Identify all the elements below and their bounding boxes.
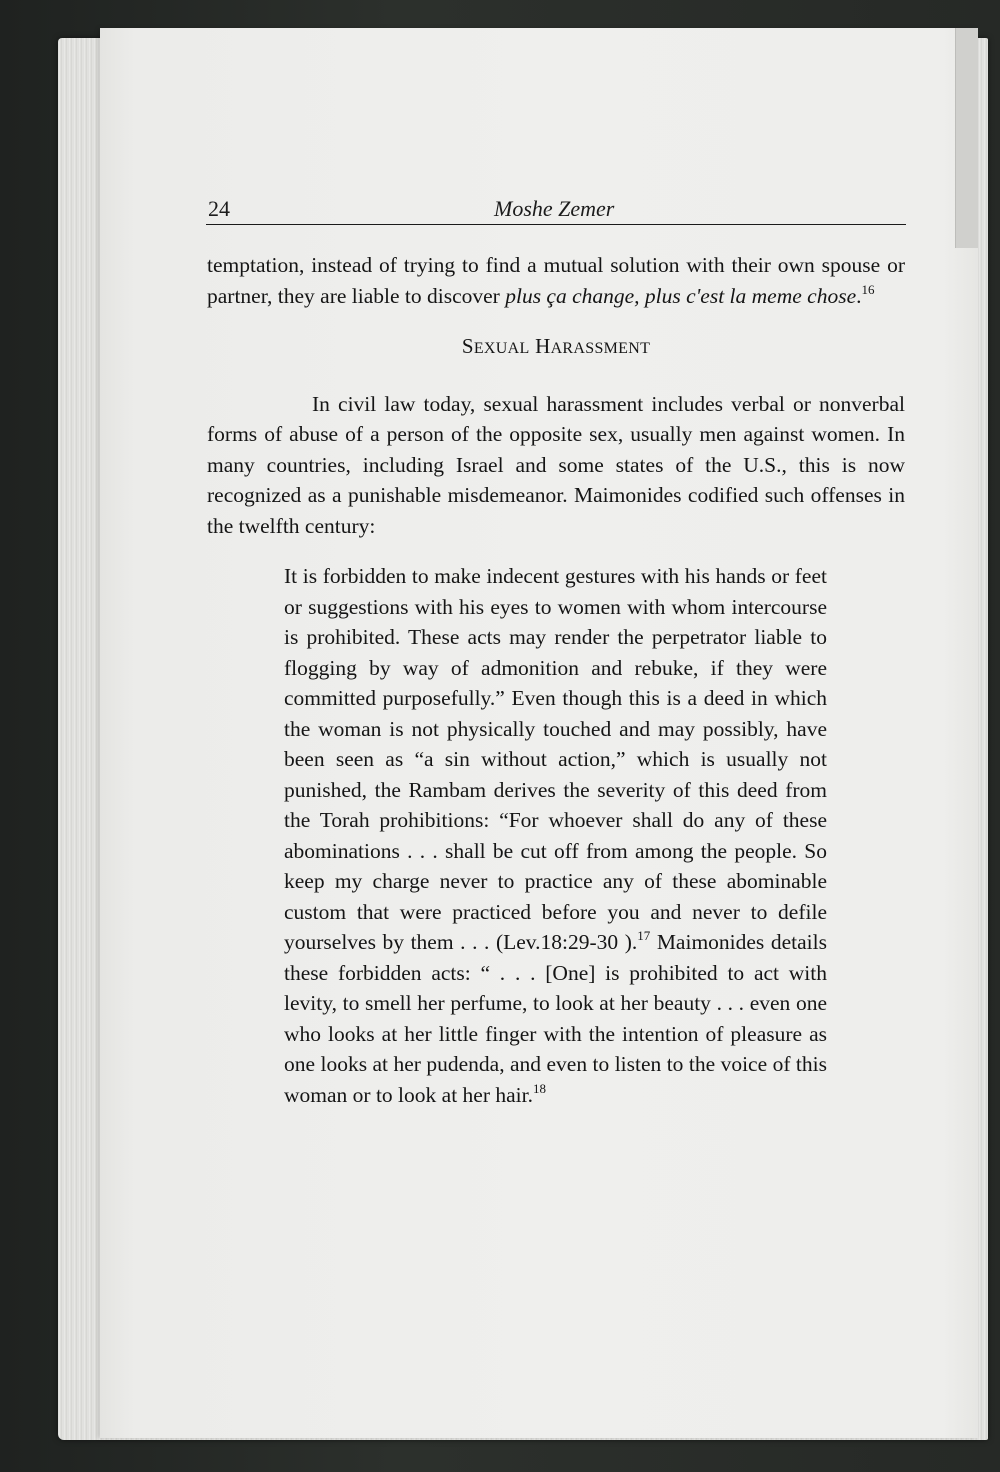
footnote-ref-17: 17 — [637, 928, 651, 943]
quote-paragraph — [284, 561, 827, 1110]
heading-cap-2: H — [535, 334, 551, 358]
intro-paragraph — [207, 250, 905, 311]
page-number: 24 — [208, 196, 230, 221]
page-corner-shadow — [955, 28, 978, 248]
heading-rest-2: ARASSMENT — [550, 340, 651, 357]
running-head-author: Moshe Zemer — [494, 196, 615, 221]
heading-cap-1: S — [461, 334, 474, 358]
section-heading — [207, 331, 905, 365]
heading-rest-1: EXUAL — [473, 340, 530, 357]
footnote-ref-18: 18 — [532, 1080, 546, 1096]
footnote-ref-16: 16 — [861, 281, 875, 297]
running-header — [206, 196, 906, 225]
body-text — [207, 250, 905, 1110]
intro-text-end: . — [856, 283, 862, 308]
intro-italic-phrase: plus ça change, plus c'est la meme chose — [505, 283, 857, 308]
quote-text-2: Maimonides details these forbidden acts: “ . . . [One] is prohibited to act with levity, to smell her perfume, to look at her beauty . . . even one who looks at her little finger with the intention of pleasure as one looks at her pudenda, and even to listen to the voice of this woman or to look at her hair. — [284, 930, 827, 1107]
intro-text: temptation, instead of trying to find a mutual solution with their own spouse or partner, they are liable to discover — [207, 253, 905, 308]
main-paragraph: In civil law today, sexual harassment includes verbal or nonverbal forms of abuse of a person of the opposite sex, usually men against women. In many countries, including Israel and some states of the U.S., this is now recognized as a punishable misdemeanor. Maimonides codified such offenses in the twelfth century: — [207, 391, 905, 538]
block-quote — [284, 561, 827, 1110]
quote-text-1: It is forbidden to make indecent gestures with his hands or feet or suggestions with his eyes to women with whom intercourse is prohibited. These acts may render the perpetrator liable to flogging by way of admonition and rebuke, if they were committed purposefully.” Even though this is a deed in which the woman is not physically touched and may possibly, have been seen as “a sin without action,” which is usually not punished, the Rambam derives the severity of this deed from the Torah prohibitions: “For whoever shall do any of these abominations . . . shall be cut off from among the people. So keep my charge never to practice any of these abominable custom that were practiced before you and never to defile yourselves by them . . . (Lev.18:29-30 ). — [284, 564, 827, 954]
